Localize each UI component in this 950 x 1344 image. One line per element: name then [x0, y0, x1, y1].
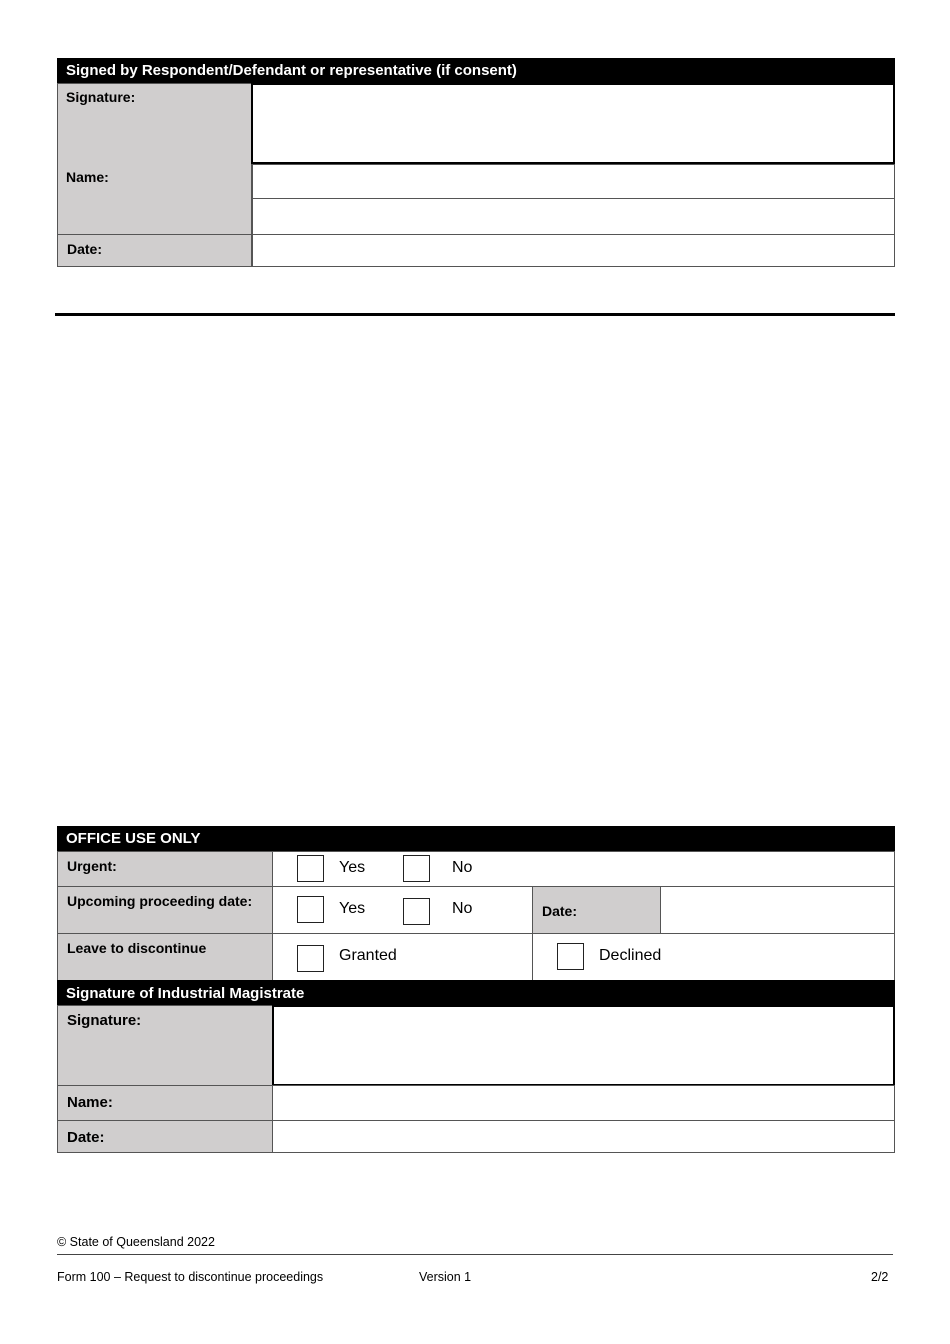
- office-use-title: OFFICE USE ONLY: [66, 830, 201, 847]
- leave-label: Leave to discontinue: [67, 940, 207, 956]
- upcoming-no-label: No: [452, 900, 473, 917]
- respondent-signature-field[interactable]: [251, 83, 895, 164]
- magistrate-signature-label-cell: [57, 1005, 273, 1086]
- upcoming-date-field[interactable]: [660, 886, 895, 934]
- upcoming-yes-checkbox[interactable]: [297, 896, 324, 923]
- upcoming-label-cell: [57, 886, 273, 934]
- respondent-label-column: [57, 83, 252, 235]
- upcoming-no-checkbox[interactable]: [403, 898, 430, 925]
- urgent-yes-label: Yes: [339, 859, 366, 876]
- granted-checkbox[interactable]: [297, 945, 324, 972]
- urgent-label-cell: [57, 851, 273, 887]
- footer-copyright: © State of Queensland 2022: [57, 1235, 215, 1249]
- leave-label-cell: [57, 933, 273, 981]
- magistrate-date-label: Date:: [67, 1129, 105, 1146]
- urgent-label: Urgent:: [67, 858, 117, 874]
- declined-label: Declined: [599, 947, 662, 964]
- footer-version: Version 1: [419, 1270, 472, 1284]
- respondent-signature-label: Signature:: [66, 89, 136, 105]
- office-use-header: [57, 826, 895, 851]
- magistrate-header: [57, 980, 895, 1006]
- respondent-section-header: [57, 58, 895, 83]
- respondent-date-label-cell: [57, 234, 252, 267]
- magistrate-name-field[interactable]: [272, 1085, 895, 1121]
- respondent-name-field-line2[interactable]: [252, 198, 895, 235]
- magistrate-title: Signature of Industrial Magistrate: [66, 984, 305, 1002]
- footer-page-number: 2/2: [871, 1270, 889, 1284]
- upcoming-date-label-cell: [532, 886, 661, 934]
- respondent-date-label: Date:: [67, 241, 103, 257]
- magistrate-date-label-cell: [57, 1120, 273, 1153]
- footer-rule: [57, 1254, 893, 1255]
- magistrate-date-field[interactable]: [272, 1120, 895, 1153]
- urgent-no-checkbox[interactable]: [403, 855, 430, 882]
- magistrate-name-label-cell: [57, 1085, 273, 1121]
- urgent-no-label: No: [452, 859, 473, 876]
- upcoming-label: Upcoming proceeding date:: [67, 893, 253, 909]
- declined-checkbox[interactable]: [557, 943, 584, 970]
- upcoming-yes-label: Yes: [339, 900, 366, 917]
- granted-label: Granted: [339, 947, 397, 964]
- urgent-yes-checkbox[interactable]: [297, 855, 324, 882]
- respondent-name-field-line1[interactable]: [252, 164, 895, 199]
- urgent-options-cell: [272, 851, 895, 887]
- section-divider: [55, 313, 895, 316]
- respondent-section-title: Signed by Respondent/Defendant or representative (if consent): [66, 62, 517, 79]
- magistrate-name-label: Name:: [67, 1094, 113, 1111]
- footer-form-title: Form 100 – Request to discontinue proceedings: [57, 1270, 324, 1284]
- upcoming-date-label: Date:: [542, 903, 578, 919]
- respondent-name-label: Name:: [66, 169, 109, 185]
- leave-declined-cell: [532, 933, 895, 981]
- magistrate-signature-label: Signature:: [67, 1012, 142, 1029]
- respondent-date-field[interactable]: [252, 234, 895, 267]
- magistrate-signature-field[interactable]: [272, 1005, 895, 1086]
